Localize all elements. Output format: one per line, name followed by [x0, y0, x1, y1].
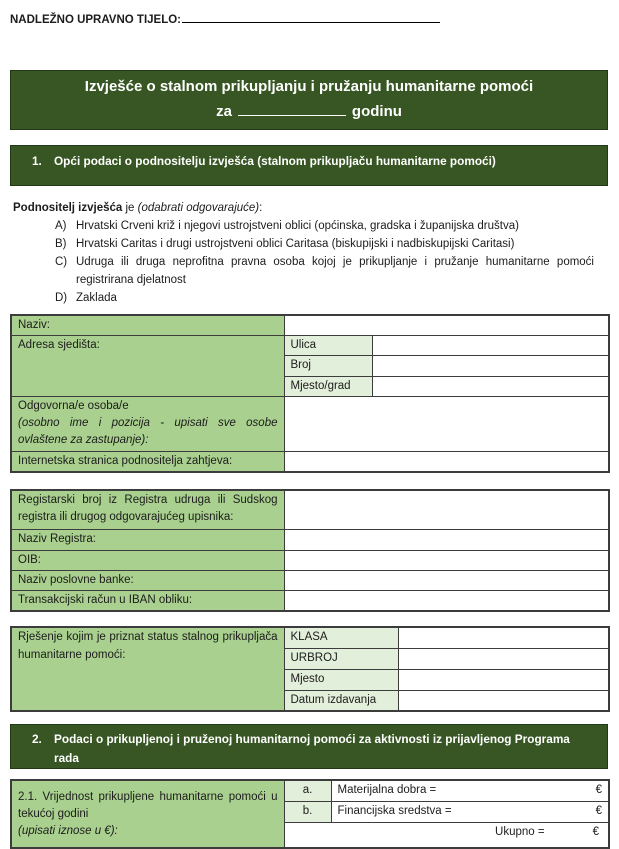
section-2-header: [10, 724, 608, 769]
input-odgovorna-osoba[interactable]: [284, 396, 609, 451]
input-naziv[interactable]: [284, 315, 609, 336]
title-year-suffix: godinu: [351, 103, 402, 120]
section-2-number: 2.: [32, 732, 42, 747]
label-naziv-banke: Naziv poslovne banke:: [11, 570, 284, 590]
odgovorna-osoba-title: Odgovorna/e osoba/e: [18, 399, 129, 412]
registry-info-table: [10, 489, 610, 613]
label-rjesenje-status: Rješenje kojim je priznat status stalnog prikupljača humanitarne pomoći:: [11, 627, 284, 711]
option-a: [55, 218, 608, 236]
option-b-letter: B): [55, 238, 67, 251]
input-ulica[interactable]: [372, 336, 609, 356]
report-title-line1: Izvješće o stalnom prikupljanju i pružanju humanitarne pomoći: [84, 78, 534, 96]
option-c-letter: C): [55, 256, 68, 269]
label-adresa-sjedista: Adresa sjedišta:: [11, 336, 284, 397]
report-title-banner: [10, 70, 608, 130]
label-klasa: KLASA: [284, 627, 398, 648]
input-mjesto-grad[interactable]: [372, 376, 609, 396]
label-iban: Transakcijski račun u IBAN obliku:: [11, 591, 284, 612]
label-internetska-stranica: Internetska stranica podnositelja zahtjeva:: [11, 451, 284, 472]
odgovorna-osoba-note: (osobno ime i pozicija - upisati sve osobe ovlaštene za zastupanje):: [18, 417, 278, 447]
input-urbroj[interactable]: [398, 648, 609, 669]
section-2-title: Podaci o prikupljenoj i pruženoj humanitarnoj pomoći za aktivnosti iz prijavljenog Programa rada: [54, 732, 570, 765]
option-d: [55, 290, 608, 308]
section-1-number: 1.: [32, 154, 42, 168]
label-datum-izdavanja: Datum izdavanja: [284, 690, 398, 711]
intro-italic: (odabrati odgovarajuće): [137, 202, 260, 214]
collected-aid-table: [10, 779, 610, 849]
option-d-letter: D): [55, 292, 68, 304]
authority-line: [10, 10, 608, 26]
input-registarski-broj[interactable]: [284, 490, 609, 530]
general-info-table: [10, 314, 610, 473]
intro-bold: Podnositelj izvješća: [13, 202, 123, 214]
authority-blank-field[interactable]: [182, 10, 440, 23]
input-broj[interactable]: [372, 356, 609, 376]
option-b-text: Hrvatski Caritas i drugi ustrojstveni oblici Caritasa (biskupijski i nadbiskupijski Caritasi): [76, 238, 515, 251]
submitter-intro: [13, 200, 608, 217]
input-iban[interactable]: [284, 591, 609, 612]
option-d-text: Zaklada: [76, 292, 117, 304]
input-naziv-registra[interactable]: [284, 530, 609, 550]
year-blank-field[interactable]: [238, 102, 346, 116]
label-ulica: Ulica: [284, 336, 372, 356]
report-title-line2: [216, 100, 402, 125]
input-financijska-sredstva[interactable]: [331, 801, 609, 822]
option-c-text: Udruga ili druga neprofitna pravna osoba kojoj je prikupljanje i pružanje humanitarne pomoći registrirana djelatnost: [76, 256, 594, 287]
label-registarski-broj: Registarski broj iz Registra udruga ili Sudskog registra ili drugog odgovarajućeg upisnika:: [11, 490, 284, 530]
input-datum-izdavanja[interactable]: [398, 690, 609, 711]
label-row-a: a.: [284, 780, 331, 801]
label-oib: OIB:: [11, 550, 284, 570]
label-mjesto: Mjesto: [284, 669, 398, 690]
input-oib[interactable]: [284, 550, 609, 570]
ukupno-currency: €: [592, 825, 599, 838]
input-internetska-stranica[interactable]: [284, 451, 609, 472]
label-broj: Broj: [284, 356, 372, 376]
vrijednost-pomoci-note: (upisati iznose u €):: [18, 825, 118, 838]
option-a-letter: A): [55, 220, 67, 233]
authority-label: NADLEŽNO UPRAVNO TIJELO:: [10, 14, 182, 26]
label-urbroj: URBROJ: [284, 648, 398, 669]
option-b: [55, 236, 608, 254]
input-klasa[interactable]: [398, 627, 609, 648]
intro-colon: :: [259, 202, 263, 214]
label-row-b: b.: [284, 801, 331, 822]
input-naziv-banke[interactable]: [284, 570, 609, 590]
option-a-text: Hrvatski Crveni križ i njegovi ustrojstveni oblici (općinska, gradska i županijska društva): [76, 220, 519, 233]
submitter-options: [55, 218, 608, 308]
materijalna-dobra-label: Materijalna dobra =: [337, 784, 437, 797]
ukupno-label: Ukupno =: [495, 825, 545, 838]
input-mjesto[interactable]: [398, 669, 609, 690]
input-ukupno[interactable]: [284, 822, 609, 848]
financijska-sredstva-currency: €: [595, 804, 602, 817]
vrijednost-pomoci-title: 2.1. Vrijednost prikupljene humanitarne pomoći u tekućoj godini: [18, 790, 278, 820]
section-1-title: Opći podaci o podnositelju izvješća (stalnom prikupljaču humanitarne pomoći): [54, 154, 496, 168]
label-vrijednost-pomoci: [11, 780, 284, 848]
label-mjesto-grad: Mjesto/grad: [284, 376, 372, 396]
title-year-prefix: za: [216, 103, 232, 120]
materijalna-dobra-currency: €: [595, 784, 602, 797]
section-1-header: [10, 145, 608, 186]
option-c: [55, 254, 608, 290]
label-naziv-registra: Naziv Registra:: [11, 530, 284, 550]
label-naziv: Naziv:: [11, 315, 284, 336]
status-decision-table: [10, 626, 610, 712]
label-odgovorna-osoba: [11, 396, 284, 451]
financijska-sredstva-label: Financijska sredstva =: [337, 804, 452, 817]
input-materijalna-dobra[interactable]: [331, 780, 609, 801]
intro-mid: je: [125, 202, 135, 214]
